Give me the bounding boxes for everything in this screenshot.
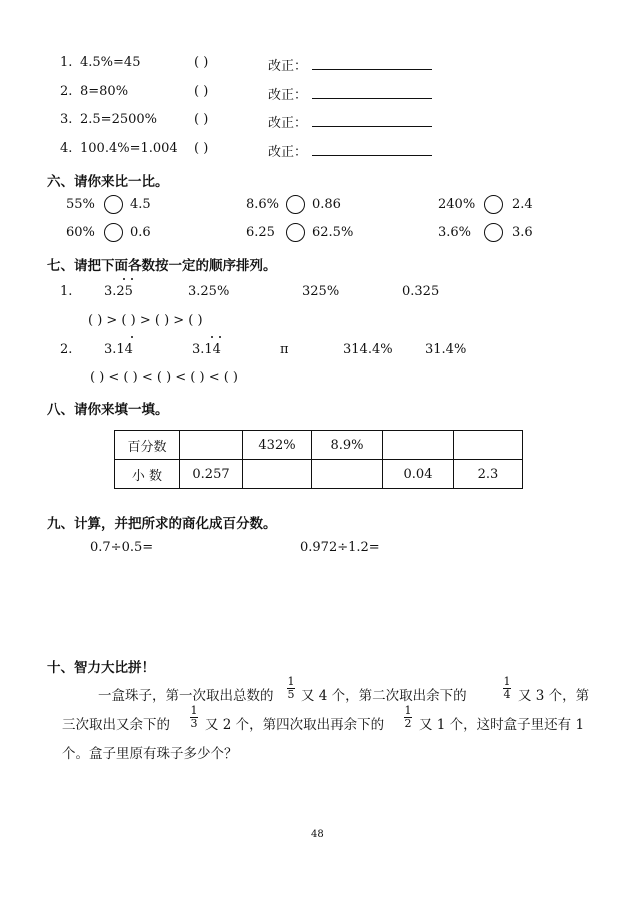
section-9-title: 九、计算，并把所求的商化成百分数。 — [47, 516, 277, 532]
page-number: 48 — [311, 829, 324, 840]
item-number: 4. — [60, 141, 73, 156]
order-number: 3.14 — [104, 342, 133, 357]
table-cell[interactable] — [180, 431, 243, 460]
calc-expression: 0.972÷1.2= — [300, 540, 380, 555]
answer-paren[interactable]: ( ) — [194, 141, 209, 156]
compare-circle[interactable] — [484, 223, 503, 242]
fraction — [190, 706, 198, 729]
fraction-denominator: 2 — [404, 717, 412, 730]
item-number: 1. — [60, 55, 73, 70]
answer-paren[interactable]: ( ) — [194, 55, 209, 70]
table-cell[interactable] — [454, 431, 523, 460]
table-cell: 2.3 — [454, 460, 523, 489]
correction-label: 改正： — [268, 59, 308, 74]
correction-blank[interactable] — [312, 98, 432, 99]
fraction-denominator: 3 — [190, 717, 198, 730]
problem-text: 一盒珠子，第一次取出总数的 — [98, 688, 274, 704]
table-cell: 432% — [243, 431, 312, 460]
table-cell: 8.9% — [312, 431, 383, 460]
compare-left: 60% — [66, 225, 95, 240]
order-number: 3.25% — [188, 284, 230, 299]
calc-expression: 0.7÷0.5= — [90, 540, 154, 555]
order-answer-row[interactable]: ( ) > ( ) > ( ) > ( ) — [88, 313, 203, 328]
table-cell: 0.04 — [383, 460, 454, 489]
correction-label: 改正： — [268, 145, 308, 160]
item-expression: 2.5=2500% — [80, 112, 158, 127]
compare-circle[interactable] — [286, 195, 305, 214]
problem-text: 又 1 个，这时盒子里还有 1 — [419, 717, 585, 733]
correction-blank[interactable] — [312, 69, 432, 70]
order-number: 3.14 — [192, 342, 221, 357]
fraction-denominator: 5 — [287, 688, 295, 701]
table-row — [115, 460, 523, 489]
order-number: 325% — [302, 284, 340, 299]
repeat-dot — [123, 278, 125, 280]
section-7-title: 七、请把下面各数按一定的顺序排列。 — [47, 258, 277, 274]
compare-right: 3.6 — [512, 225, 533, 240]
compare-left: 240% — [438, 197, 476, 212]
table-cell[interactable] — [383, 431, 454, 460]
section-8-title: 八、请你来填一填。 — [47, 402, 169, 418]
compare-right: 0.6 — [130, 225, 151, 240]
item-expression: 8=80% — [80, 84, 129, 99]
table-cell[interactable] — [312, 460, 383, 489]
compare-left: 6.25 — [246, 225, 275, 240]
row-header: 小 数 — [115, 460, 180, 489]
order-answer-row[interactable]: ( ) < ( ) < ( ) < ( ) < ( ) — [90, 370, 239, 385]
fraction-numerator: 1 — [190, 704, 198, 717]
fraction-numerator: 1 — [287, 675, 295, 688]
item-expression: 100.4%=1.004 — [80, 141, 178, 156]
fraction — [404, 706, 412, 729]
fraction-denominator: 4 — [503, 688, 511, 701]
question-number: 2. — [60, 342, 73, 357]
correction-label: 改正： — [268, 88, 308, 103]
compare-left: 3.6% — [438, 225, 472, 240]
compare-circle[interactable] — [104, 223, 123, 242]
item-number: 3. — [60, 112, 73, 127]
row-header: 百分数 — [115, 431, 180, 460]
fraction-numerator: 1 — [404, 704, 412, 717]
section-10-title: 十、智力大比拼！ — [47, 660, 155, 676]
correction-blank[interactable] — [312, 155, 432, 156]
compare-circle[interactable] — [286, 223, 305, 242]
order-number: 31.4% — [425, 342, 467, 357]
compare-left: 8.6% — [246, 197, 280, 212]
item-expression: 4.5%=45 — [80, 55, 141, 70]
order-number: 0.325 — [402, 284, 440, 299]
compare-right: 62.5% — [312, 225, 354, 240]
problem-text: 三次取出又余下的 — [62, 717, 170, 733]
correction-blank[interactable] — [312, 126, 432, 127]
problem-text: 个。盒子里原有珠子多少个？ — [62, 746, 238, 762]
repeat-dot — [131, 278, 133, 280]
answer-paren[interactable]: ( ) — [194, 84, 209, 99]
percent-decimal-table — [114, 430, 523, 489]
compare-right: 2.4 — [512, 197, 533, 212]
answer-paren[interactable]: ( ) — [194, 112, 209, 127]
compare-right: 0.86 — [312, 197, 341, 212]
problem-text: 又 3 个，第 — [518, 688, 590, 704]
question-number: 1. — [60, 284, 73, 299]
problem-text: 又 2 个，第四次取出再余下的 — [205, 717, 385, 733]
fraction-numerator: 1 — [503, 675, 511, 688]
fraction — [287, 677, 295, 700]
table-cell: 0.257 — [180, 460, 243, 489]
order-number: 3.25 — [104, 284, 133, 299]
compare-right: 4.5 — [130, 197, 151, 212]
compare-circle[interactable] — [104, 195, 123, 214]
section-6-title: 六、请你来比一比。 — [47, 174, 169, 190]
table-row — [115, 431, 523, 460]
table-cell[interactable] — [243, 460, 312, 489]
fraction — [503, 677, 511, 700]
compare-left: 55% — [66, 197, 95, 212]
repeat-dot — [131, 336, 133, 338]
item-number: 2. — [60, 84, 73, 99]
order-number: 314.4% — [343, 342, 393, 357]
compare-circle[interactable] — [484, 195, 503, 214]
problem-text: 又 4 个，第二次取出余下的 — [301, 688, 467, 704]
correction-label: 改正： — [268, 116, 308, 131]
repeat-dot — [219, 336, 221, 338]
repeat-dot — [211, 336, 213, 338]
order-number: π — [280, 342, 289, 357]
